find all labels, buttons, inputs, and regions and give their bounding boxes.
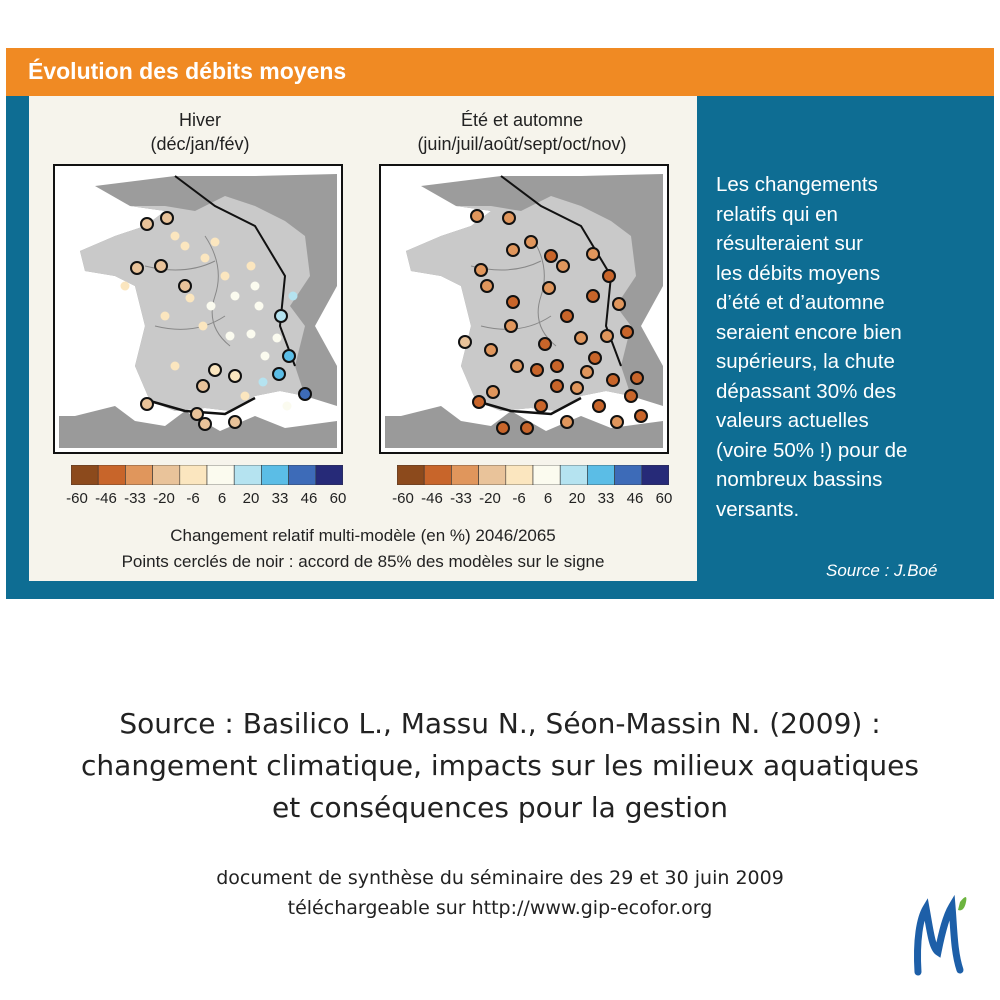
station-point xyxy=(261,352,270,361)
panel-title: Évolution des débits moyens xyxy=(28,58,347,84)
station-point xyxy=(289,292,298,301)
station-point xyxy=(211,238,220,247)
station-point xyxy=(607,374,619,386)
description-line: dépassant 30% des xyxy=(716,379,897,403)
color-scale-label: 60 xyxy=(655,490,673,507)
color-scale-swatch xyxy=(98,465,125,485)
map-winter-title: Hiver (déc/jan/fév) xyxy=(150,110,250,154)
map-summer-graphic xyxy=(381,166,667,452)
description-line: versants. xyxy=(716,497,800,521)
color-scale-label: -6 xyxy=(186,490,200,507)
station-point xyxy=(545,250,557,262)
station-point xyxy=(581,366,593,378)
map-summer-title: Été et automne (juin/juil/août/sept/oct/nov) xyxy=(417,110,627,154)
color-scale-summer xyxy=(397,465,669,490)
station-point xyxy=(141,218,153,230)
color-scale-label: -60 xyxy=(392,490,414,507)
station-point xyxy=(259,378,268,387)
station-point xyxy=(247,330,256,339)
panel-header xyxy=(6,48,994,96)
description-line: les débits moyens xyxy=(716,261,881,285)
station-point xyxy=(207,302,216,311)
station-point xyxy=(575,332,587,344)
station-point xyxy=(201,254,210,263)
reference-block xyxy=(0,703,1000,829)
station-point xyxy=(589,352,601,364)
station-point xyxy=(161,312,170,321)
color-scale-swatch xyxy=(261,465,288,485)
station-point xyxy=(543,282,555,294)
description-text xyxy=(716,170,976,524)
description-line: résulteraient sur xyxy=(716,232,863,255)
reference-line-2: changement climatique, impacts sur les milieux aquatiques xyxy=(81,749,919,782)
station-point xyxy=(503,212,515,224)
station-point xyxy=(459,336,471,348)
map-winter-land xyxy=(59,170,337,448)
color-scale-swatch xyxy=(642,465,669,485)
station-point xyxy=(283,402,292,411)
station-point xyxy=(631,372,643,384)
station-point xyxy=(186,294,195,303)
color-scale-label: -46 xyxy=(421,490,443,507)
color-scale-swatch xyxy=(316,465,343,485)
reference-line-1: Source : Basilico L., Massu N., Séon-Massin N. (2009) : xyxy=(119,707,881,740)
description-line: supérieurs, la chute xyxy=(716,350,895,373)
color-scale-label: 6 xyxy=(543,490,553,507)
color-scale-swatch xyxy=(479,465,506,485)
reference-line-3: et conséquences pour la gestion xyxy=(272,791,728,824)
map-winter-graphic xyxy=(55,166,341,452)
station-point xyxy=(557,260,569,272)
station-point xyxy=(531,364,543,376)
description-line: (voire 50% !) pour de xyxy=(716,438,908,462)
station-point xyxy=(625,390,637,402)
map-summer xyxy=(379,164,669,454)
color-scale-swatch xyxy=(560,465,587,485)
caption-change: Changement relatif multi-modèle (en %) 2046/2065 xyxy=(170,526,556,545)
station-point xyxy=(229,370,241,382)
color-scale-label: -6 xyxy=(512,490,526,507)
brand-logo-icon xyxy=(910,890,970,980)
station-point xyxy=(473,396,485,408)
station-point xyxy=(561,310,573,322)
station-point xyxy=(197,380,209,392)
document-note: document de synthèse du séminaire des 29 et 30 juin 2009 xyxy=(216,867,784,889)
station-point xyxy=(155,260,167,272)
station-point xyxy=(171,362,180,371)
color-scale-label: 6 xyxy=(217,490,227,507)
station-point xyxy=(121,282,130,291)
station-point xyxy=(551,380,563,392)
station-point xyxy=(539,338,551,350)
station-point xyxy=(587,248,599,260)
station-point xyxy=(621,326,633,338)
station-point xyxy=(231,292,240,301)
station-point xyxy=(603,270,615,282)
color-scale-label: 33 xyxy=(597,490,615,507)
station-point xyxy=(181,242,190,251)
station-point xyxy=(505,320,517,332)
station-point xyxy=(209,364,221,376)
description-line: relatifs qui en xyxy=(716,202,838,226)
station-point xyxy=(247,262,256,271)
description-line: nombreux bassins xyxy=(716,468,883,491)
color-scale-swatch xyxy=(289,465,316,485)
station-point xyxy=(251,282,260,291)
color-scale-swatch xyxy=(506,465,533,485)
station-point xyxy=(485,344,497,356)
station-point xyxy=(487,386,499,398)
description-line: d’été et d’automne xyxy=(716,291,885,314)
station-point xyxy=(511,360,523,372)
color-scale-label: 60 xyxy=(329,490,347,507)
station-point xyxy=(507,244,519,256)
station-point xyxy=(525,236,537,248)
color-scale-swatch xyxy=(207,465,234,485)
download-block xyxy=(0,863,1000,923)
station-point xyxy=(535,400,547,412)
map-winter xyxy=(53,164,343,454)
station-point xyxy=(611,416,623,428)
description-line: seraient encore bien xyxy=(716,320,902,344)
color-scale-label: 46 xyxy=(300,490,318,507)
station-point xyxy=(497,422,509,434)
source-credit: Source : J.Boé xyxy=(826,561,938,580)
color-scale-label: -33 xyxy=(124,490,146,507)
station-point xyxy=(283,350,295,362)
station-point xyxy=(255,302,264,311)
color-scale-summer-bar xyxy=(397,465,669,485)
station-point xyxy=(199,322,208,331)
station-point xyxy=(191,408,203,420)
figure-area xyxy=(29,96,697,581)
color-scale-winter xyxy=(71,465,343,490)
color-scale-label: 20 xyxy=(242,490,260,507)
color-scale-label: -20 xyxy=(479,490,501,507)
color-scale-label: 46 xyxy=(626,490,644,507)
color-scale-swatch xyxy=(397,465,424,485)
station-point xyxy=(561,416,573,428)
station-point xyxy=(229,416,241,428)
color-scale-label: -33 xyxy=(450,490,472,507)
description-line: Les changements xyxy=(716,173,878,196)
color-scale-swatch xyxy=(533,465,560,485)
station-point xyxy=(593,400,605,412)
color-scale-label: -46 xyxy=(95,490,117,507)
station-point xyxy=(141,398,153,410)
color-scale-swatch xyxy=(451,465,478,485)
station-point xyxy=(571,382,583,394)
station-point xyxy=(475,264,487,276)
station-point xyxy=(131,262,143,274)
color-scale-swatch xyxy=(71,465,98,485)
color-scale-label: -20 xyxy=(153,490,175,507)
station-point xyxy=(471,210,483,222)
color-scale-swatch xyxy=(587,465,614,485)
color-scale-swatch xyxy=(615,465,642,485)
station-point xyxy=(171,232,180,241)
station-point xyxy=(601,330,613,342)
station-point xyxy=(507,296,519,308)
station-point xyxy=(241,392,250,401)
color-scale-label: -60 xyxy=(66,490,88,507)
station-point xyxy=(275,310,287,322)
station-point xyxy=(273,334,282,343)
color-scale-swatch xyxy=(234,465,261,485)
color-scale-swatch xyxy=(180,465,207,485)
description-line: valeurs actuelles xyxy=(716,409,869,432)
caption-agreement: Points cerclés de noir : accord de 85% des modèles sur le signe xyxy=(121,552,605,571)
station-point xyxy=(179,280,191,292)
station-point xyxy=(221,272,230,281)
station-point xyxy=(551,360,563,372)
station-point xyxy=(635,410,647,422)
station-point xyxy=(587,290,599,302)
color-scale-swatch xyxy=(424,465,451,485)
station-point xyxy=(226,332,235,341)
station-point xyxy=(613,298,625,310)
station-point xyxy=(521,422,533,434)
station-point xyxy=(161,212,173,224)
color-scale-swatch xyxy=(125,465,152,485)
station-point xyxy=(299,388,311,400)
color-scale-winter-bar xyxy=(71,465,343,485)
color-scale-label: 33 xyxy=(271,490,289,507)
download-link[interactable]: téléchargeable sur http://www.gip-ecofor.org xyxy=(287,897,713,919)
station-point xyxy=(273,368,285,380)
color-scale-label: 20 xyxy=(568,490,586,507)
station-point xyxy=(481,280,493,292)
color-scale-swatch xyxy=(153,465,180,485)
